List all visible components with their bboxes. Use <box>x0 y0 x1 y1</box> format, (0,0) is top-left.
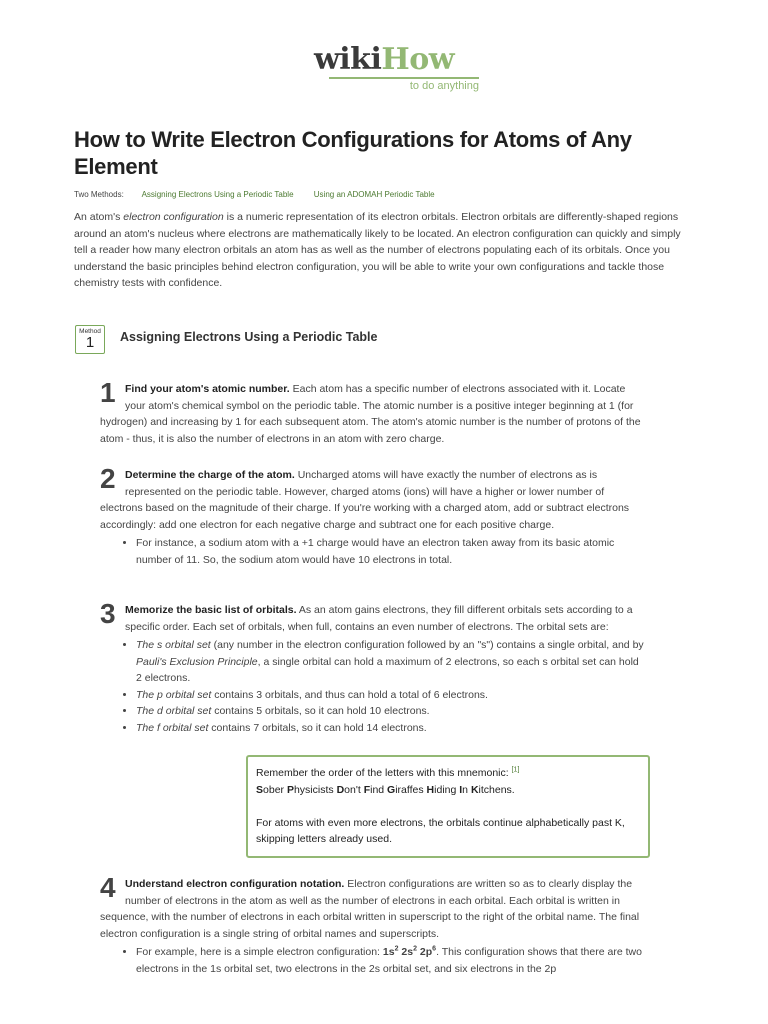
mnemonic-cap: S <box>256 783 264 796</box>
list-item <box>136 637 644 687</box>
mnemonic-rest: hysicists <box>293 783 337 796</box>
intro-text-2: is a numeric representation of its electron orbitals. Electron orbitals are differently-shaped regions around an atom's nucleus where electrons are mathematically likely to be located. An electron configuration can quickly and simply tell a reader how many electron orbitals an atom has as well as the number of electrons populating each of its orbitals. Once you understand the basic principles behind electron configuration, you will be able to write your own configurations and tackle those chemistry tests with confidence. <box>74 211 681 289</box>
bullet-text: , a single orbital can hold a maximum of 2 electrons, so each s orbital set can hold 2 electrons. <box>136 655 639 684</box>
logo-word-how: How <box>381 42 455 77</box>
bullet-text: (any number in the electron configuration followed by an "s") contains a single orbital, and by <box>210 639 644 651</box>
tip-extra: For atoms with even more electrons, the orbitals continue alphabetically past K, skipping letters already used. <box>256 816 625 845</box>
step-2 <box>100 463 644 568</box>
mnemonic-cap: I <box>459 783 463 796</box>
step-number: 1 <box>100 377 116 408</box>
method-badge-label: Method <box>79 328 101 335</box>
step-number: 3 <box>100 598 116 629</box>
list-item <box>136 687 644 704</box>
step-body: As an atom gains electrons, they fill different orbitals sets according to a specific order. Each set of orbitals, when full, contains an even number of electrons. The orbital sets are: <box>125 604 633 633</box>
step-4 <box>100 872 644 977</box>
step-text <box>100 377 644 447</box>
tip-text: Remember the order of the letters with this mnemonic: <box>256 767 512 779</box>
bullet-text: contains 3 orbitals, and thus can hold a total of 6 electrons. <box>211 688 488 701</box>
step-text <box>100 598 644 635</box>
step-bullets <box>100 944 644 977</box>
mnemonic-rest: itchens. <box>478 783 515 796</box>
step-1 <box>100 377 644 447</box>
list-item <box>136 944 644 977</box>
methods-nav <box>74 190 453 199</box>
page-title: How to Write Electron Configurations for Atoms of Any Element <box>74 127 632 179</box>
bullet-text: contains 5 orbitals, so it can hold 10 electrons. <box>211 705 430 717</box>
mnemonic-cap: F <box>363 783 371 796</box>
mnemonic-rest: n <box>462 783 471 796</box>
electron-count: 6 <box>432 945 437 953</box>
tip-spacer <box>256 798 640 815</box>
orbital: 2s <box>401 946 414 958</box>
step-bullets <box>100 535 644 568</box>
wikihow-logo[interactable] <box>0 44 768 94</box>
method-badge-number: 1 <box>85 334 95 351</box>
methods-label: Two Methods: <box>74 190 124 199</box>
config-example <box>383 946 436 958</box>
orbital-name: The s orbital set <box>136 639 211 651</box>
step-number: 4 <box>100 872 116 903</box>
step-text <box>100 463 644 533</box>
electron-count: 2 <box>413 945 417 953</box>
step-lead: Understand electron configuration notation. <box>125 878 345 890</box>
orbital-name: The f orbital set <box>136 721 209 734</box>
step-lead: Memorize the basic list of orbitals. <box>125 604 297 616</box>
step-bullets <box>100 637 644 736</box>
mnemonic-rest: iding <box>434 783 460 796</box>
mnemonic-cap: G <box>387 783 396 796</box>
orbital-name: The d orbital set <box>136 705 212 717</box>
step-body: Uncharged atoms will have exactly the number of electrons as is represented on the periodic table. However, charged atoms (ions) will have a higher or lower number of electrons based on the magnitude of their charge. If you're working with a charged atom, add or subtract electrons accordingly: add one electron for each negative charge and subtract one for each positive charge. <box>100 469 630 531</box>
reference-link[interactable]: [1] <box>511 766 520 774</box>
step-body: Electron configurations are written so as to clearly display the number of electrons in the atom as well as the number of electrons in each orbital. Each orbital is written in sequence, with the number of electrons in each orbital written in superscript to the right of the orbital name. The final electron configuration is a single string of orbital names and superscripts. <box>100 878 640 940</box>
intro-text-1: An atom's <box>74 211 124 223</box>
list-item: • For instance, a sodium atom with a +1 charge would have an electron taken away from its basic atomic number of 11. So, the sodium atom would have 10 electrons in total. <box>136 535 644 568</box>
step-body: Each atom has a specific number of electrons associated with it. Locate your atom's chemical symbol on the periodic table. The atomic number is a positive integer beginning at 1 (for hydrogen) and increasing by 1 for each subsequent atom. The atom's atomic number is the number of protons of the atom - thus, it is also the number of electrons in an atom with zero charge. <box>100 383 641 445</box>
mnemonic-cap: H <box>426 783 435 796</box>
step-lead: Find your atom's atomic number. <box>125 383 290 395</box>
mnemonic-rest: ober <box>263 783 287 796</box>
tip-line <box>256 765 640 782</box>
mnemonic-line <box>256 782 640 799</box>
bullet-text: . This configuration shows that there are two electrons in the 1s orbital set, two electrons in the 2s orbital set, and six electrons in the 2p <box>136 946 642 975</box>
mnemonic-rest: on't <box>344 783 364 796</box>
list-item <box>136 703 644 720</box>
method-link-2[interactable]: Using an ADOMAH Periodic Table <box>313 190 435 199</box>
list-item <box>136 720 644 737</box>
method-link-1[interactable]: Assigning Electrons Using a Periodic Table <box>141 190 294 199</box>
method-title: Assigning Electrons Using a Periodic Table <box>120 330 378 344</box>
method-badge <box>75 325 105 354</box>
mnemonic-cap: K <box>470 783 479 796</box>
bullet-text: contains 7 orbitals, so it can hold 14 electrons. <box>208 721 427 734</box>
mnemonic-rest: iraffes <box>395 783 427 796</box>
logo-wordmark <box>0 44 768 76</box>
electron-count: 2 <box>394 945 399 953</box>
mnemonic-cap: D <box>336 783 345 796</box>
step-lead: Determine the charge of the atom. <box>125 469 295 481</box>
orbital-name: The p orbital set <box>136 688 212 701</box>
step-text <box>100 872 644 942</box>
orbital: 1s <box>382 946 395 958</box>
step-number: 2 <box>100 463 116 494</box>
logo-tagline: to do anything <box>329 77 479 93</box>
intro-paragraph <box>74 209 696 292</box>
mnemonic-cap: P <box>286 783 294 796</box>
pauli-principle: Pauli's Exclusion Principle <box>136 655 258 668</box>
intro-emphasis: electron configuration <box>123 211 224 223</box>
bullet-text: For example, here is a simple electron configuration: <box>136 946 383 958</box>
mnemonic-rest: ind <box>370 783 388 796</box>
logo-word-wiki: wiki <box>313 42 382 77</box>
step-3 <box>100 598 644 736</box>
tip-box <box>246 755 650 858</box>
orbital: 2p <box>419 946 433 958</box>
